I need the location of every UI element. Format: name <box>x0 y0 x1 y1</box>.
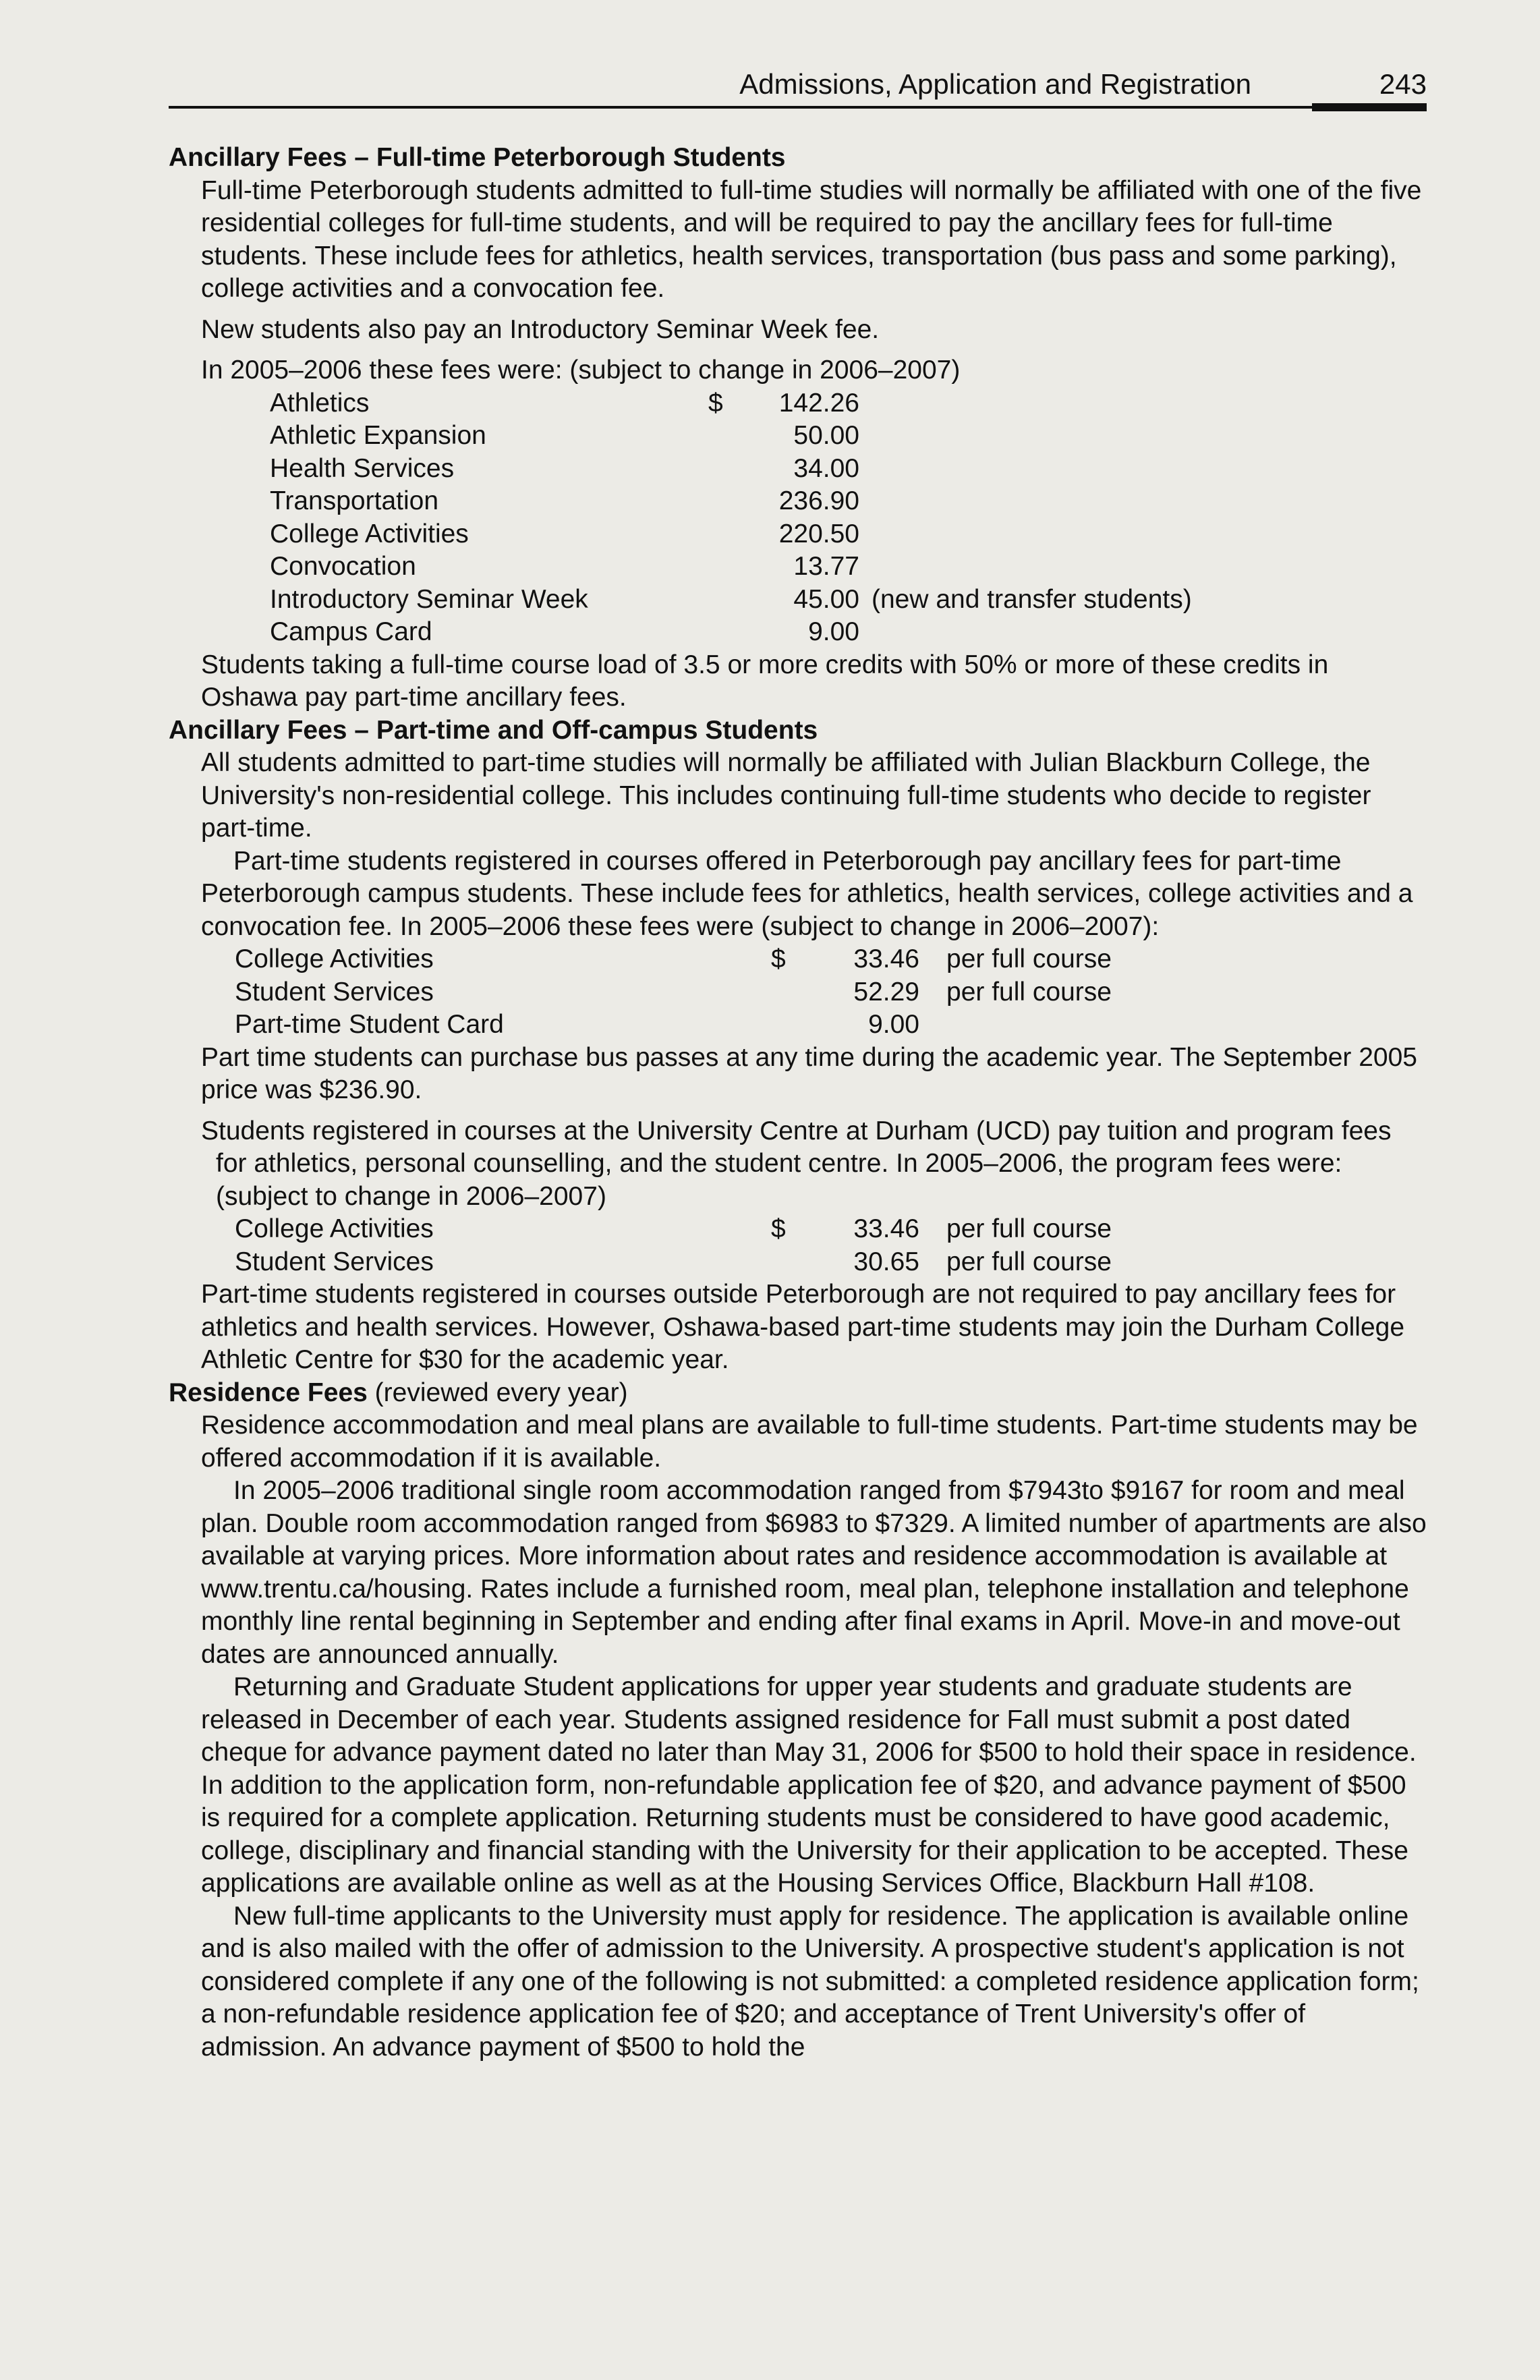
fee-row <box>270 387 1427 420</box>
fee-currency <box>708 550 749 584</box>
paragraph: Part-time students registered in courses outside Peterborough are not required to pay ancillary fees for athletics and health services. However, Oshawa-based part-time students may join the Durham College Athletic Centre for $30 for the academic year. <box>201 1280 1405 1374</box>
fee-note: per full course <box>946 1247 1112 1276</box>
fee-currency: $ <box>708 388 723 418</box>
fee-amount: 13.77 <box>793 552 859 581</box>
fee-amount: 45.00 <box>793 584 859 614</box>
paragraph: Students registered in courses at the University Centre at Durham (UCD) pay tuition and program fees for athletics, personal counselling, and the student centre. In 2005–2006, the program fees were: (subject to change in 2006–2007) <box>201 1116 1392 1211</box>
fee-row <box>235 976 1427 1009</box>
fee-amount: 9.00 <box>808 617 859 646</box>
heading-residence-fees <box>169 1377 1427 1410</box>
fee-name: Part-time Student Card <box>235 1010 504 1039</box>
fee-row <box>235 1213 1427 1246</box>
fee-name: Athletic Expansion <box>270 421 486 450</box>
fee-currency <box>771 976 811 1009</box>
fee-row <box>270 616 1427 649</box>
fee-amount: 236.90 <box>778 486 859 515</box>
heading-note: (reviewed every year) <box>374 1378 628 1407</box>
fee-note <box>859 387 872 420</box>
fee-table-fulltime <box>169 387 1427 649</box>
fee-currency <box>708 584 749 617</box>
fee-note: (new and transfer students) <box>872 584 1192 614</box>
header-rule-tab <box>1312 103 1427 111</box>
page-content <box>169 142 1427 2064</box>
fee-note <box>859 453 872 486</box>
heading-parttime-fees: Ancillary Fees – Part-time and Off-campus Students <box>169 715 818 745</box>
fee-name: College Activities <box>270 519 469 548</box>
fee-row <box>270 584 1427 617</box>
fee-name: Student Services <box>235 977 434 1007</box>
fee-currency: $ <box>771 1214 786 1243</box>
fee-currency <box>708 616 749 649</box>
paragraph: Returning and Graduate Student applications for upper year students and graduate students are released in December of each year. Students assigned residence for Fall must submit a post dated cheque for advance payment dated no later than May 31, 2006 for $500 to hold their space in residence. In addition to the application form, non-refundable application fee of $20, and advance payment of $500 is required for a complete application. Returning students must be considered to have good academic, college, disciplinary and financial standing with the University for their application to be accepted. These applications are available online as well as at the Housing Services Office, Blackburn Hall #108. <box>201 1672 1417 1898</box>
fee-note <box>859 485 872 518</box>
paragraph: Part time students can purchase bus passes at any time during the academic year. The September 2005 price was $236.90. <box>201 1042 1417 1104</box>
fee-name: College Activities <box>235 1214 434 1243</box>
fee-row <box>270 485 1427 518</box>
fee-name: Introductory Seminar Week <box>270 584 588 614</box>
fee-note <box>919 1009 946 1042</box>
fee-currency <box>708 453 749 486</box>
fee-table-durham <box>169 1213 1427 1278</box>
paragraph: Full-time Peterborough students admitted to full-time studies will normally be affiliated with one of the five residential colleges for full-time students, and will be required to pay the ancillary fees for full-time students. These include fees for athletics, health services, transportation (bus pass and some parking), college activities and a convocation fee. <box>201 175 1422 303</box>
fee-name: Athletics <box>270 388 370 418</box>
fee-note <box>859 518 872 551</box>
paragraph: In 2005–2006 traditional single room accommodation ranged from $7943to $9167 for room and meal plan. Double room accommodation ranged from $6983 to $7329. A limited number of apartments are also available at varying prices. More information about rates and residence accommodation is available at www.trentu.ca/housing. Rates include a furnished room, meal plan, telephone installation and telephone monthly line rental beginning in September and ending after final exams in April. Move-in and move-out dates are announced annually. <box>201 1476 1427 1669</box>
fee-currency: $ <box>771 944 786 973</box>
fee-name: Health Services <box>270 453 455 483</box>
fee-amount: 52.29 <box>853 977 919 1007</box>
fee-currency <box>771 1246 811 1279</box>
fee-note: per full course <box>946 944 1112 973</box>
fee-currency <box>708 485 749 518</box>
fee-name: College Activities <box>235 944 434 973</box>
fee-row <box>270 420 1427 453</box>
paragraph: Residence accommodation and meal plans are available to full-time students. Part-time students may be offered accommodation if it is available. <box>201 1411 1418 1473</box>
fee-amount: 33.46 <box>853 944 919 973</box>
fee-amount: 142.26 <box>778 388 859 418</box>
fee-currency <box>708 518 749 551</box>
running-title: Admissions, Application and Registration <box>739 68 1251 100</box>
paragraph: In 2005–2006 these fees were: (subject to change in 2006–2007) <box>201 356 961 385</box>
fee-row <box>235 1009 1427 1042</box>
fee-amount: 34.00 <box>793 453 859 483</box>
header-rule <box>169 106 1427 109</box>
fee-name: Convocation <box>270 552 416 581</box>
fee-amount: 33.46 <box>853 1214 919 1243</box>
paragraph: New students also pay an Introductory Seminar Week fee. <box>201 314 880 344</box>
heading-text: Residence Fees <box>169 1378 368 1407</box>
fee-table-parttime <box>169 943 1427 1042</box>
fee-note <box>859 420 872 453</box>
paragraph: All students admitted to part-time studies will normally be affiliated with Julian Blackburn College, the University's non-residential college. This includes continuing full-time students who decide to register part-time. <box>201 748 1371 843</box>
fee-amount: 30.65 <box>853 1247 919 1276</box>
heading-fulltime-fees: Ancillary Fees – Full-time Peterborough Students <box>169 143 786 172</box>
fee-amount: 220.50 <box>778 519 859 548</box>
fee-note <box>859 616 872 649</box>
running-header <box>169 64 1427 111</box>
fee-amount: 9.00 <box>868 1010 919 1039</box>
page-number: 243 <box>1379 68 1427 100</box>
fee-note: per full course <box>946 1214 1112 1243</box>
fee-row <box>270 453 1427 486</box>
fee-name: Transportation <box>270 486 439 515</box>
fee-row <box>235 943 1427 976</box>
paragraph: Students taking a full-time course load of 3.5 or more credits with 50% or more of these credits in Oshawa pay part-time ancillary fees. <box>201 650 1329 712</box>
fee-row <box>270 518 1427 551</box>
paragraph: New full-time applicants to the University must apply for residence. The application is available online and is also mailed with the offer of admission to the University. A prospective student's application is not considered complete if any one of the following is not submitted: a completed residence application form; a non-refundable residence application fee of $20; and acceptance of Trent University's offer of admission. An advance payment of $500 to hold the <box>201 1901 1419 2062</box>
fee-name: Campus Card <box>270 617 432 646</box>
paragraph: Part-time students registered in courses offered in Peterborough pay ancillary fees for part-time Peterborough campus students. These include fees for athletics, health services, college activities and a convocation fee. In 2005–2006 these fees were (subject to change in 2006–2007): <box>201 846 1413 941</box>
fee-row <box>235 1246 1427 1279</box>
fee-row <box>270 550 1427 584</box>
fee-note: per full course <box>946 977 1112 1007</box>
fee-currency <box>708 420 749 453</box>
fee-note <box>859 550 872 584</box>
fee-currency <box>771 1009 811 1042</box>
fee-amount: 50.00 <box>793 421 859 450</box>
fee-name: Student Services <box>235 1247 434 1276</box>
